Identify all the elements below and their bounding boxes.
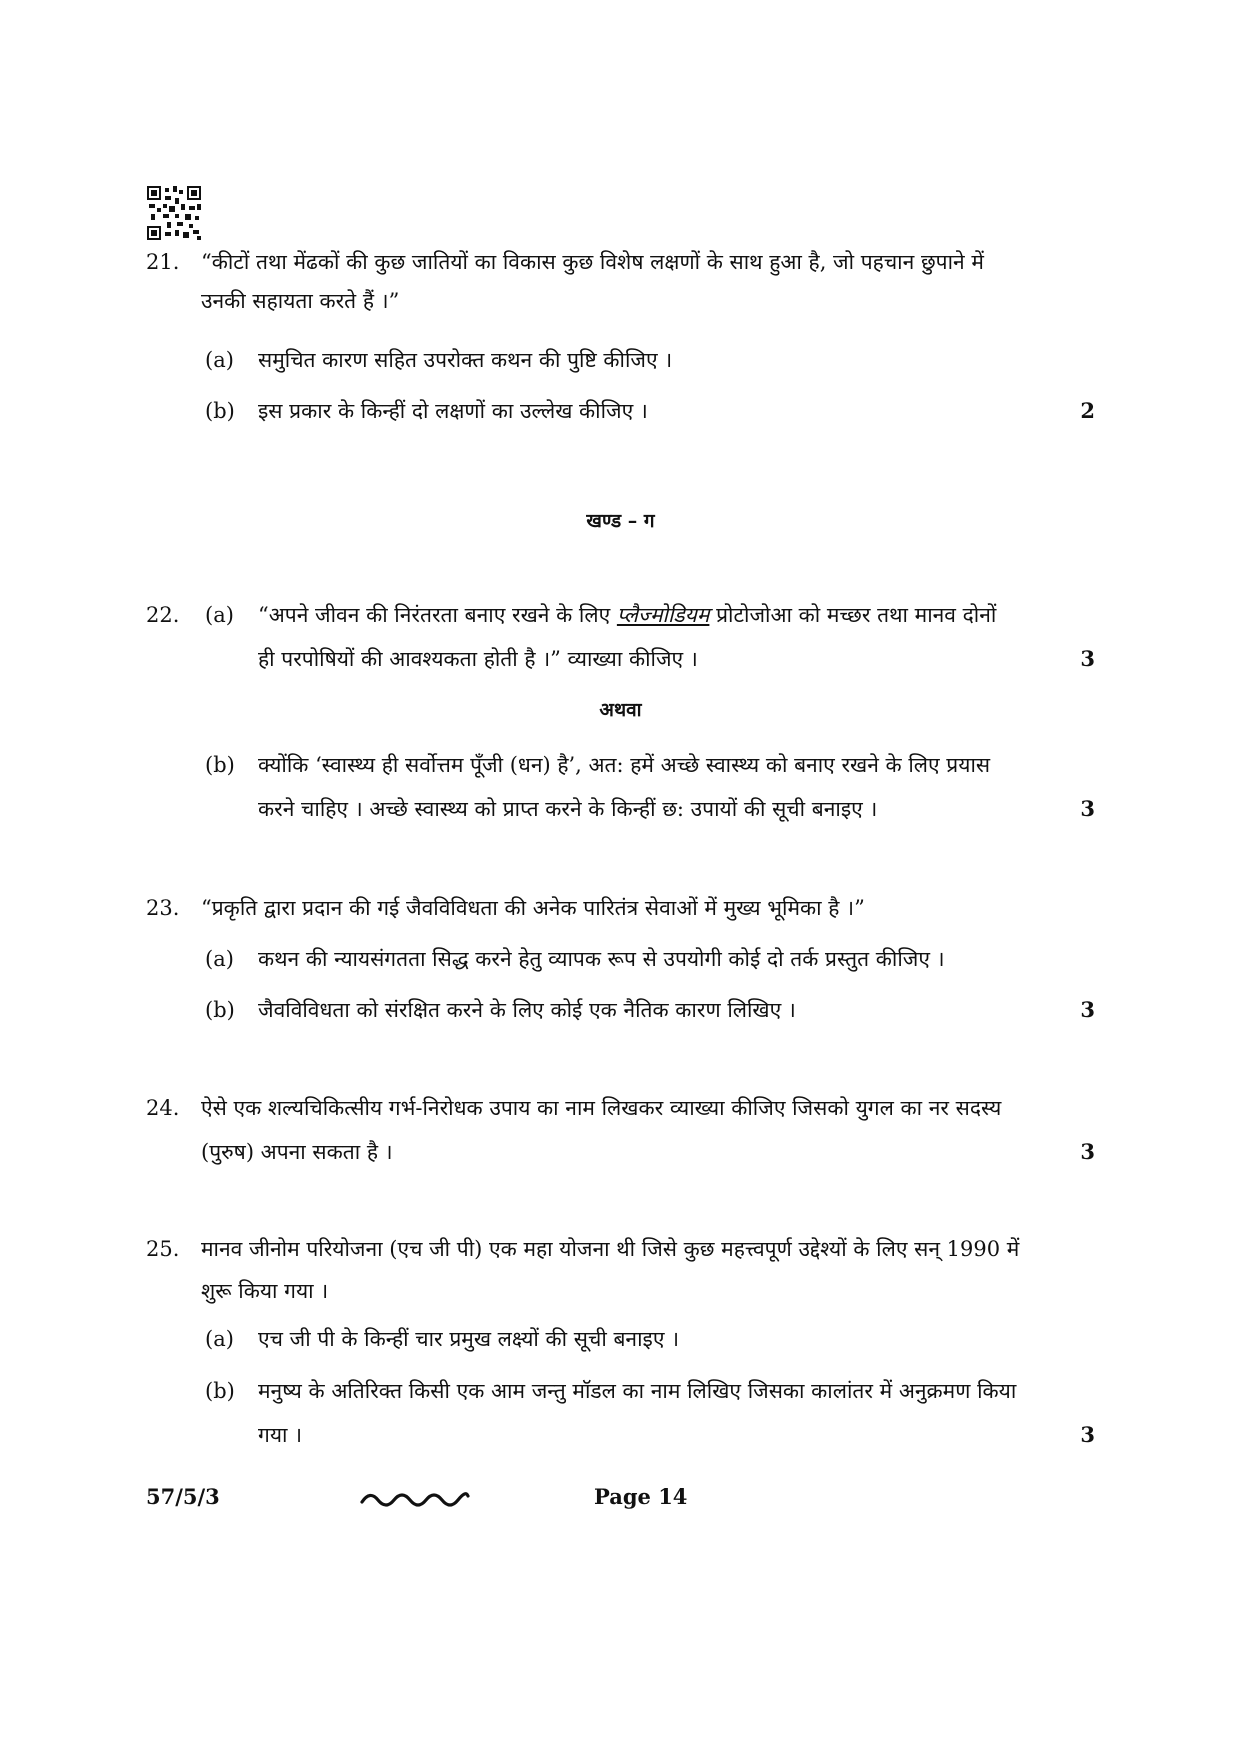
question-text: मानव जीनोम परियोजना (एच जी पी) एक महा योजना थी जिसे कुछ महत्त्वपूर्ण उद्देश्यों के लिए सन् 1990 में: [201, 1237, 1020, 1261]
marks: 3: [1080, 646, 1095, 671]
option-text: समुचित कारण सहित उपरोक्त कथन की पुष्टि कीजिए ।: [258, 348, 673, 372]
or-divider: अथवा: [599, 699, 642, 721]
question-text: (पुरुष) अपना सकता है ।: [201, 1140, 393, 1164]
question-text: ऐसे एक शल्यचिकित्सीय गर्भ-निरोधक उपाय का नाम लिखकर व्याख्या कीजिए जिसको युगल का नर सदस्य: [201, 1096, 1002, 1120]
option-text: कथन की न्यायसंगतता सिद्ध करने हेतु व्यापक रूप से उपयोगी कोई दो तर्क प्रस्तुत कीजिए ।: [258, 947, 945, 971]
marks: 3: [1080, 997, 1095, 1022]
option-label: (a): [205, 947, 234, 971]
page-number: Page 14: [594, 1484, 688, 1509]
italic-term: प्लैज्मोडियम: [616, 603, 710, 627]
text-segment: “अपने जीवन की निरंतरता बनाए रखने के लिए: [258, 603, 617, 627]
option-label: (b): [205, 399, 235, 423]
question-number: 25.: [146, 1237, 180, 1261]
option-text: जैवविविधता को संरक्षित करने के लिए कोई एक नैतिक कारण लिखिए ।: [258, 998, 796, 1022]
option-label: (b): [205, 753, 235, 777]
marks: 3: [1080, 1139, 1095, 1164]
option-label: (a): [205, 1327, 234, 1351]
option-text: मनुष्य के अतिरिक्त किसी एक आम जन्तु मॉडल का नाम लिखिए जिसका कालांतर में अनुक्रमण किया: [258, 1379, 1017, 1403]
question-text: [258, 600, 996, 630]
question-text: “प्रकृति द्वारा प्रदान की गई जैवविविधता की अनेक पारितंत्र सेवाओं में मुख्य भूमिका है ।”: [201, 896, 865, 920]
marks: 3: [1080, 1422, 1095, 1447]
option-label: (b): [205, 1379, 235, 1403]
marks: 2: [1080, 398, 1095, 423]
option-label: (a): [205, 603, 234, 627]
marks: 3: [1080, 796, 1095, 821]
question-number: 21.: [146, 250, 180, 274]
question-number: 22.: [146, 603, 180, 627]
qr-code: [147, 186, 201, 240]
option-text: इस प्रकार के किन्हीं दो लक्षणों का उल्लेख कीजिए ।: [258, 399, 648, 423]
text-segment: प्रोटोजोआ को मच्छर तथा मानव दोनों: [709, 603, 997, 627]
option-label: (a): [205, 348, 234, 372]
option-text: एच जी पी के किन्हीं चार प्रमुख लक्ष्यों की सूची बनाइए ।: [258, 1327, 680, 1351]
question-text: उनकी सहायता करते हैं ।”: [201, 289, 400, 313]
paper-code: 57/5/3: [146, 1484, 220, 1509]
question-text: करने चाहिए । अच्छे स्वास्थ्य को प्राप्त करने के किन्हीं छ: उपायों की सूची बनाइए ।: [258, 797, 878, 821]
section-heading: खण्ड – ग: [586, 510, 655, 532]
question-text: “कीटों तथा मेंढकों की कुछ जातियों का विकास कुछ विशेष लक्षणों के साथ हुआ है, जो पहचान छुपाने में: [201, 250, 984, 274]
option-label: (b): [205, 998, 235, 1022]
question-number: 24.: [146, 1096, 180, 1120]
question-text: ही परपोषियों की आवश्यकता होती है ।” व्याख्या कीजिए ।: [258, 647, 698, 671]
question-number: 23.: [146, 896, 180, 920]
question-text: क्योंकि ‘स्वास्थ्य ही सर्वोत्तम पूँजी (धन) है’, अत: हमें अच्छे स्वास्थ्य को बनाए रखने के लिए प्रयास: [258, 753, 991, 777]
question-text: शुरू किया गया ।: [201, 1279, 329, 1303]
wave-ornament-icon: [360, 1486, 470, 1510]
option-text: गया ।: [258, 1423, 303, 1447]
